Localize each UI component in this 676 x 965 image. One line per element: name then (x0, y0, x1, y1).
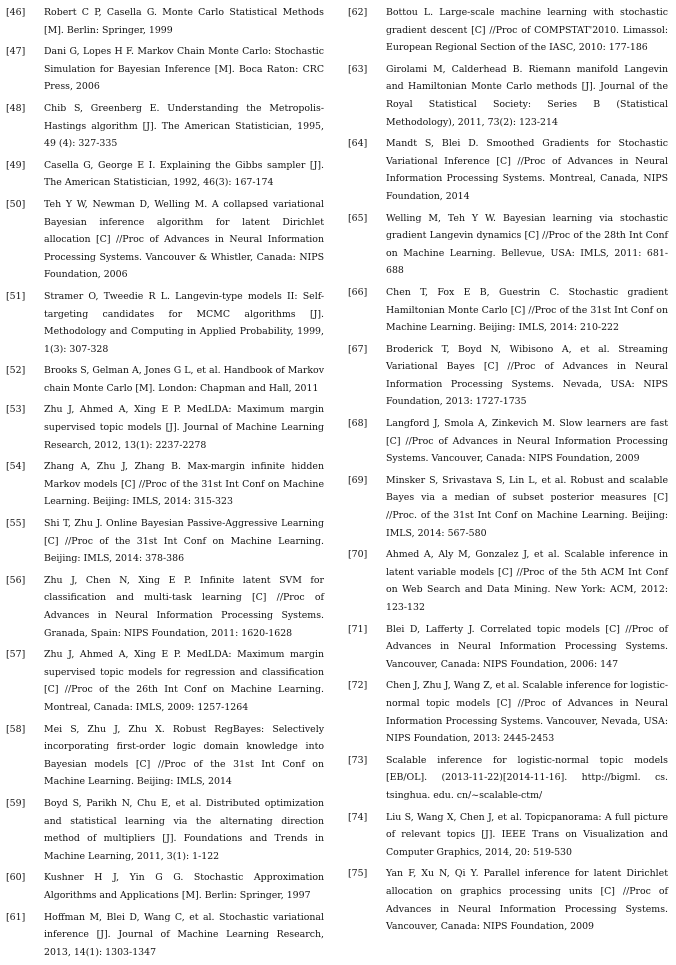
reference-text: Girolami M, Calderhead B. Riemann manifold Langevin and Hamiltonian Monte Carlo methods [J]. Journal of the Royal Statistical Society: Series B (Statistical Methodology), 2011, 73(2): 123-214 (386, 63, 668, 128)
reference-number: [50] (6, 198, 26, 210)
reference-text: Boyd S, Parikh N, Chu E, et al. Distributed optimization and statistical learning via the alternating direction method of multipliers [J]. Foundations and Trends in Machine Learning, 2011, 3(1): 1-122 (44, 797, 324, 862)
reference-number: [48] (6, 102, 26, 114)
reference-text: Ahmed A, Aly M, Gonzalez J, et al. Scalable inference in latent variable models [C] //Proc of the 5th ACM Int Conf on Web Search and Data Mining. New York: ACM, 2012: 123-132 (386, 549, 668, 613)
reference-entry (6, 288, 324, 358)
references-right-column (348, 4, 668, 940)
reference-entry (6, 721, 324, 791)
reference-text: Chen J, Zhu J, Wang Z, et al. Scalable inference for logistic-normal topic models [C] //Proc of Advances in Neural Information Processing Systems. Vancouver, Nevada, USA: NIPS Foundation, 2013: 2445-2453 (386, 680, 668, 745)
reference-text: Mandt S, Blei D. Smoothed Gradients for Stochastic Variational Inference [C] //Proc of Advances in Neural Information Processing Systems. Montreal, Canada, NIPS Foundation, 2014 (386, 138, 668, 202)
reference-number: [46] (6, 7, 26, 18)
reference-number: [65] (348, 212, 368, 224)
reference-number: [56] (6, 574, 26, 586)
reference-text: Stramer O, Tweedie R L. Langevin-type models II: Self-targeting candidates for MCMC algorithms [J]. Methodology and Computing in Applied Probability, 1999, 1(3): 307-328 (44, 290, 324, 355)
reference-number: [75] (348, 868, 368, 880)
reference-entry (348, 865, 668, 935)
reference-text: Zhu J, Chen N, Xing E P. Infinite latent SVM for classification and multi-task learning [C] //Proc of Advances in Neural Information Processing Systems. Granada, Spain: NIPS Foundation, 2011: 1620-1628 (44, 574, 324, 639)
reference-text: Brooks S, Gelman A, Jones G L, et al. Handbook of Markov chain Monte Carlo [M]. London: Chapman and Hall, 2011 (44, 365, 324, 394)
reference-number: [62] (348, 7, 368, 18)
references-left-column (6, 4, 324, 965)
reference-number: [71] (348, 623, 368, 635)
reference-number: [49] (6, 159, 26, 171)
reference-entry (6, 515, 324, 568)
reference-text: Welling M, Teh Y W. Bayesian learning via stochastic gradient Langevin dynamics [C] //Proc of the 28th Int Conf on Machine Learning. Bellevue, USA: IMLS, 2011: 681-688 (386, 212, 668, 277)
reference-entry (348, 415, 668, 468)
reference-text: Shi T, Zhu J. Online Bayesian Passive-Aggressive Learning [C] //Proc of the 31st Int Conf on Machine Learning. Beijing: IMLS, 2014: 378-386 (44, 518, 324, 565)
reference-entry (348, 677, 668, 747)
reference-entry (348, 472, 668, 542)
reference-entry (348, 210, 668, 280)
reference-text: Kushner H J, Yin G G. Stochastic Approximation Algorithms and Applications [M]. Berlin: Springer, 1997 (44, 872, 324, 901)
reference-entry (6, 458, 324, 511)
reference-text: Dani G, Lopes H F. Markov Chain Monte Carlo: Stochastic Simulation for Bayesian Inference [M]. Boca Raton: CRC Press, 2006 (44, 46, 324, 93)
reference-number: [54] (6, 461, 26, 473)
reference-entry (6, 572, 324, 642)
reference-text: Zhu J, Ahmed A, Xing E P. MedLDA: Maximum margin supervised topic models [J]. Journal of Machine Learning Research, 2012, 13(1): 2237-2278 (44, 404, 324, 451)
reference-number: [51] (6, 290, 26, 302)
reference-entry (6, 43, 324, 96)
reference-text: Mei S, Zhu J, Zhu X. Robust RegBayes: Selectively incorporating first-order logic domain knowledge into Bayesian models [C] //Proc of the 31st Int Conf on Machine Learning. Beijing: IMLS, 2014 (44, 723, 324, 788)
reference-text: Casella G, George E I. Explaining the Gibbs sampler [J]. The American Statistician, 1992, 46(3): 167-174 (44, 159, 324, 189)
reference-number: [66] (348, 286, 368, 298)
reference-text: Zhang A, Zhu J, Zhang B. Max-margin infinite hidden Markov models [C] //Proc of the 31st Int Conf on Machine Learning. Beijing: IMLS, 2014: 315-323 (44, 461, 324, 508)
reference-entry (348, 341, 668, 411)
reference-text: Chen T, Fox E B, Guestrin C. Stochastic gradient Hamiltonian Monte Carlo [C] //Proc of the 31st Int Conf on Machine Learning. Beijing: IMLS, 2014: 210-222 (386, 286, 668, 334)
reference-number: [60] (6, 872, 26, 884)
reference-entry (6, 157, 324, 192)
reference-entry (6, 100, 324, 153)
reference-number: [53] (6, 404, 26, 416)
reference-entry (6, 196, 324, 284)
reference-text: Zhu J, Ahmed A, Xing E P. MedLDA: Maximum margin supervised topic models for regression and classification [C] //Proc of the 26th Int Conf on Machine Learning. Montreal, Canada: IMLS, 2009: 1257-1264 (44, 649, 324, 713)
reference-number: [63] (348, 63, 368, 75)
reference-entry (6, 909, 324, 962)
reference-text: Hoffman M, Blei D, Wang C, et al. Stochastic variational inference [J]. Journal of Machine Learning Research, 2013, 14(1): 1303-1347 (44, 911, 324, 958)
reference-entry (348, 752, 668, 805)
reference-number: [70] (348, 549, 368, 561)
reference-text: Minsker S, Srivastava S, Lin L, et al. Robust and scalable Bayes via a median of subset posterior measures [C] //Proc. of the 31st Int Conf on Machine Learning. Beijing: IMLS, 2014: 567-580 (386, 474, 668, 539)
reference-number: [55] (6, 518, 26, 530)
reference-text: Blei D, Lafferty J. Correlated topic models [C] //Proc of Advances in Neural Information Processing Systems. Vancouver, Canada: NIPS Foundation, 2006: 147 (386, 623, 668, 670)
reference-number: [73] (348, 754, 368, 766)
reference-text: Robert C P, Casella G. Monte Carlo Statistical Methods [M]. Berlin: Springer, 1999 (44, 7, 324, 36)
reference-entry (348, 809, 668, 862)
reference-entry (6, 4, 324, 39)
reference-entry (6, 795, 324, 865)
reference-entry (6, 401, 324, 454)
reference-number: [68] (348, 418, 368, 430)
reference-number: [58] (6, 723, 26, 735)
reference-number: [69] (348, 474, 368, 486)
reference-number: [74] (348, 811, 368, 823)
reference-entry (348, 61, 668, 131)
reference-entry (6, 362, 324, 397)
reference-entry (6, 646, 324, 716)
reference-text: Chib S, Greenberg E. Understanding the Metropolis-Hastings algorithm [J]. The American Statistician, 1995, 49 (4): 327-335 (44, 102, 324, 150)
reference-text: Yan F, Xu N, Qi Y. Parallel inference for latent Dirichlet allocation on graphics processing units [C] //Proc of Advances in Neural Information Processing Systems. Vancouver, Canada: NIPS Foundation, 2009 (386, 868, 668, 933)
reference-entry (348, 546, 668, 616)
reference-number: [67] (348, 343, 368, 355)
reference-entry (348, 4, 668, 57)
reference-number: [61] (6, 911, 26, 923)
reference-number: [64] (348, 138, 368, 150)
reference-text: Liu S, Wang X, Chen J, et al. Topicpanorama: A full picture of relevant topics [J]. IEEE Trans on Visualization and Computer Graphics, 2014, 20: 519-530 (386, 811, 668, 858)
reference-text: Broderick T, Boyd N, Wibisono A, et al. Streaming Variational Bayes [C] //Proc of Advances in Neural Information Processing Systems. Nevada, USA: NIPS Foundation, 2013: 1727-1735 (386, 343, 668, 408)
reference-text: Teh Y W, Newman D, Welling M. A collapsed variational Bayesian inference algorithm for latent Dirichlet allocation [C] //Proc of Advances in Neural Information Processing Systems. Vancouver & Whistler, Canada: NIPS Foundation, 2006 (44, 198, 324, 281)
reference-text: Bottou L. Large-scale machine learning with stochastic gradient descent [C] //Proc of COMPSTAT'2010. Limassol: European Regional Section of the IASC, 2010: 177-186 (386, 7, 668, 54)
reference-number: [52] (6, 365, 26, 377)
reference-number: [72] (348, 680, 368, 692)
reference-entry (348, 621, 668, 674)
reference-number: [57] (6, 649, 26, 661)
reference-entry (348, 135, 668, 205)
reference-text: Scalable inference for logistic-normal topic models [EB/OL]. (2013-11-22)[2014-11-16]. http://bigml. cs. tsinghua. edu. cn/~scalable-ctm/ (386, 754, 668, 801)
reference-number: [59] (6, 797, 26, 809)
reference-number: [47] (6, 46, 26, 58)
reference-entry (348, 284, 668, 337)
reference-text: Langford J, Smola A, Zinkevich M. Slow learners are fast [C] //Proc of Advances in Neural Information Processing Systems. Vancouver, Canada: NIPS Foundation, 2009 (386, 418, 668, 465)
reference-entry (6, 869, 324, 904)
